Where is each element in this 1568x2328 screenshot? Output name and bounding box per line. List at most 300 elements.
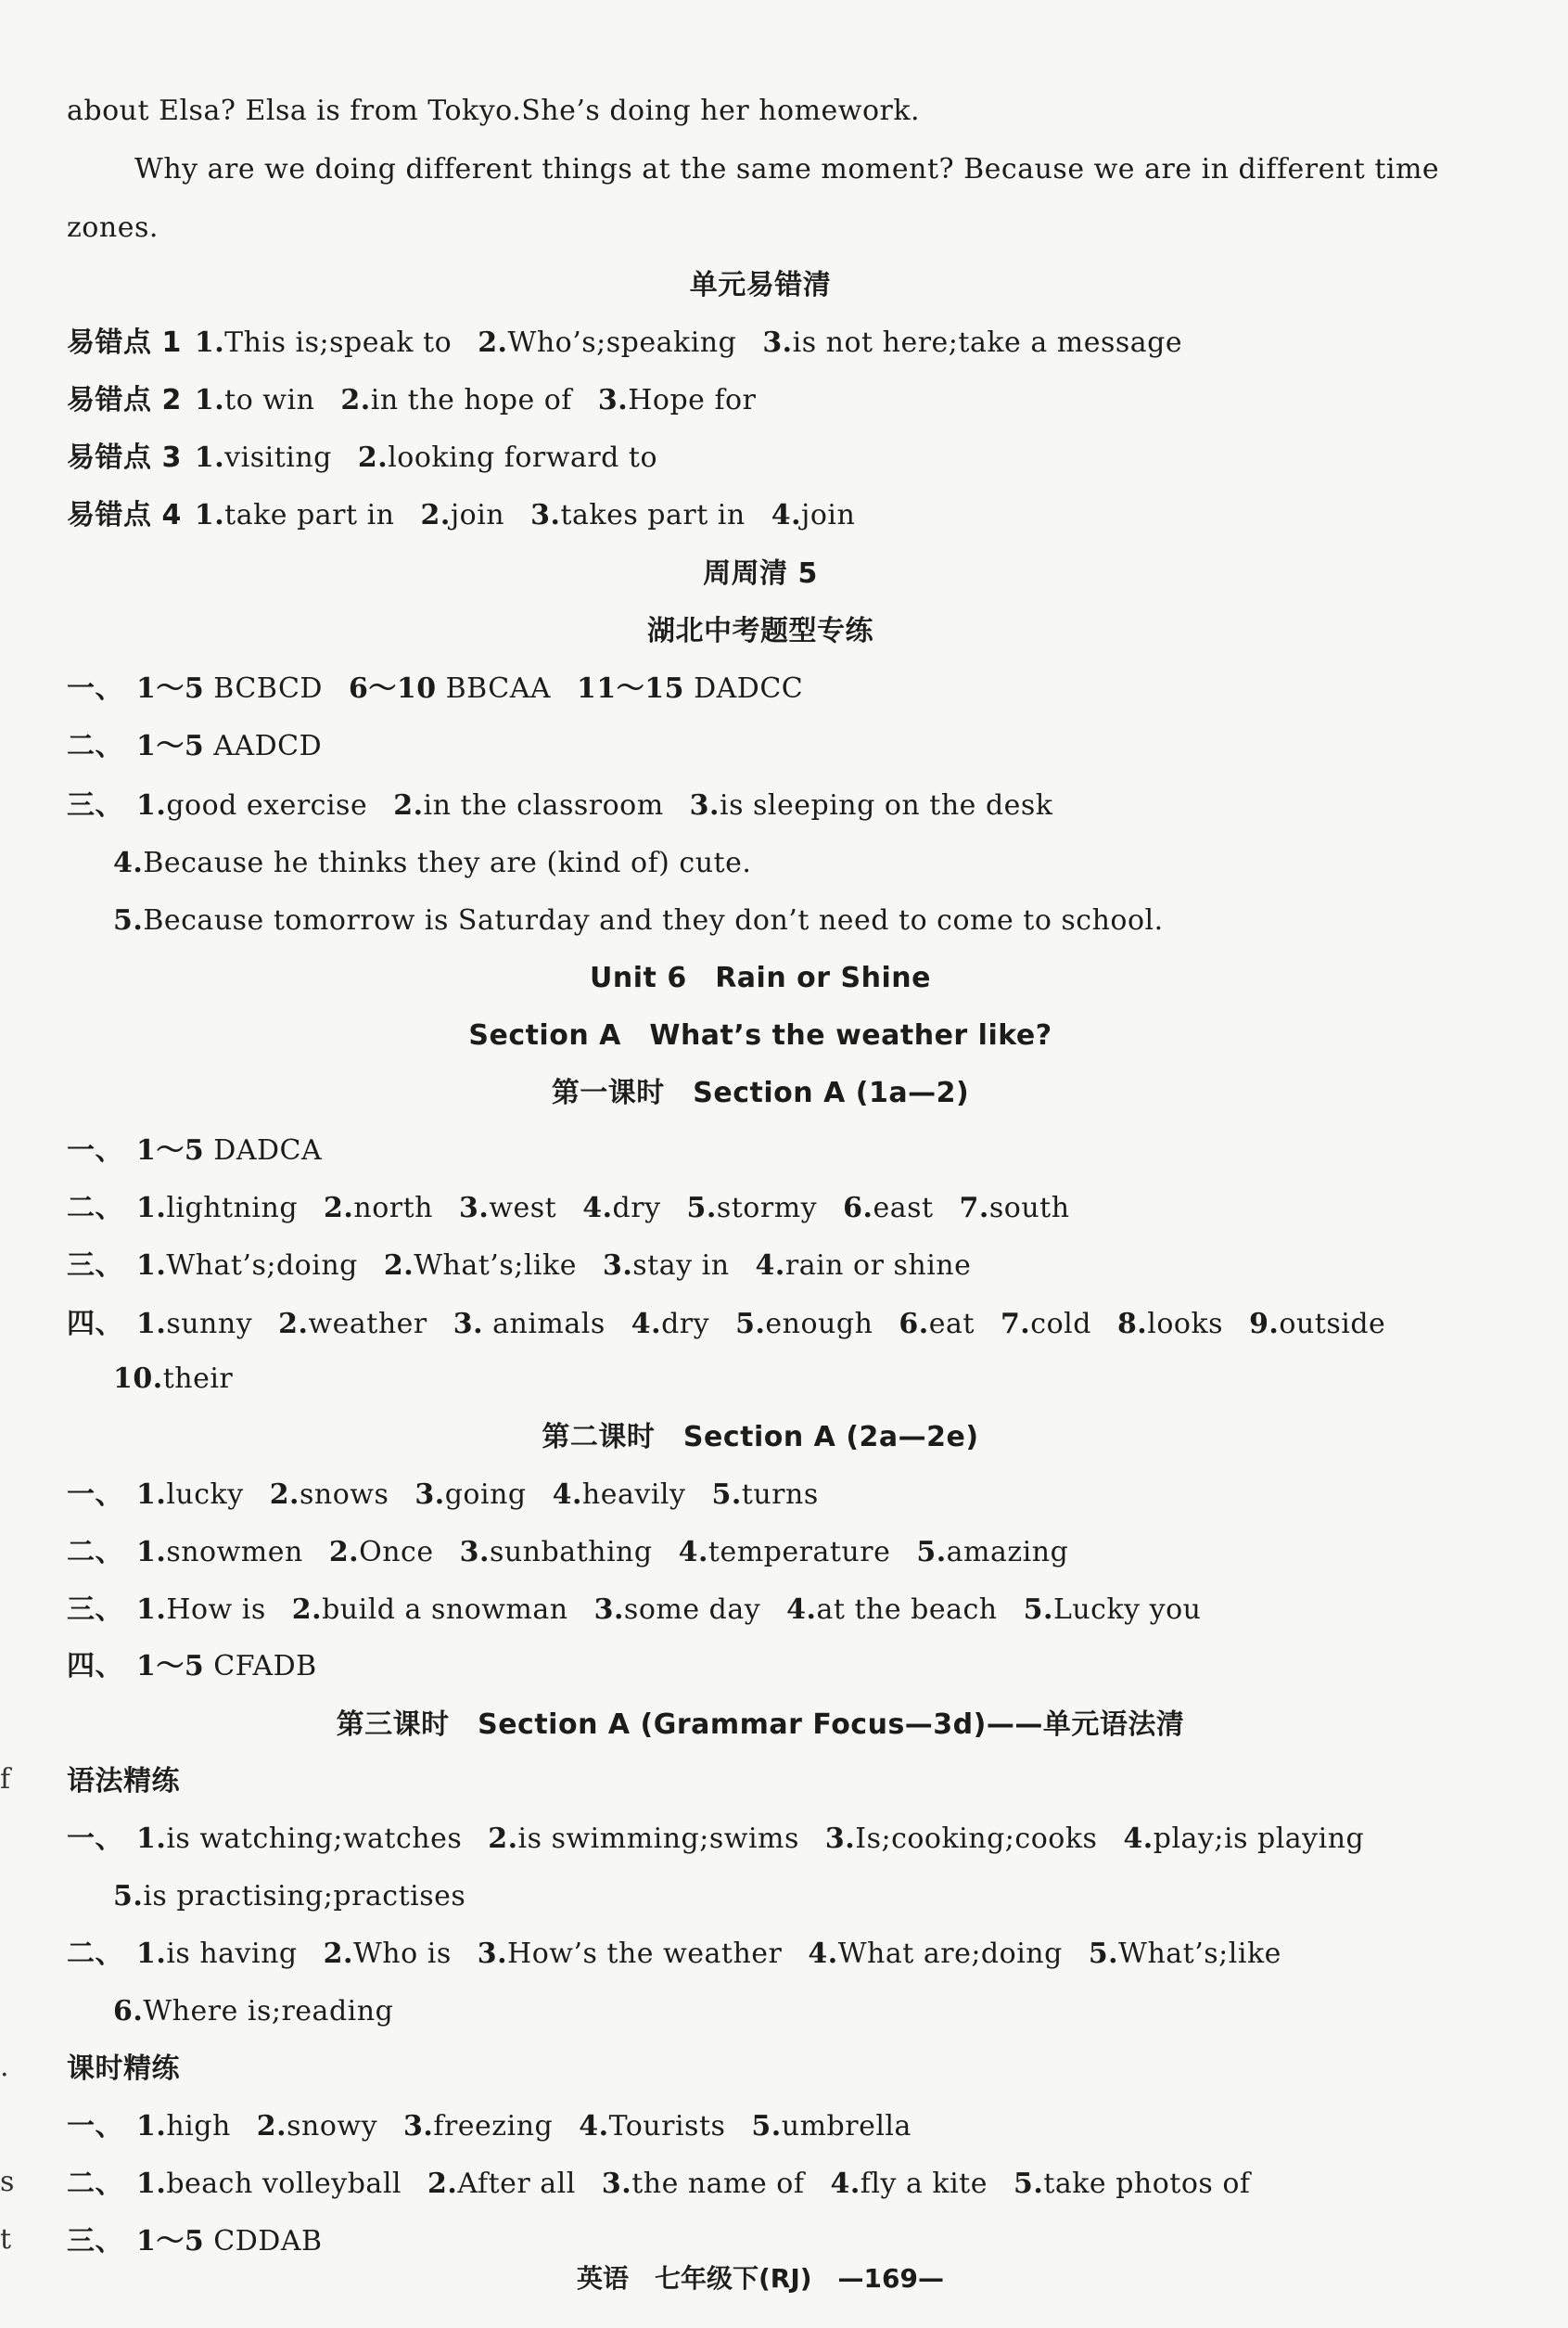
answer-text: cold bbox=[1030, 1308, 1091, 1340]
answer-number: 3. bbox=[689, 789, 720, 822]
answer-text: Is;cooking;cooks bbox=[855, 1823, 1098, 1855]
answer-number: 2. bbox=[269, 1478, 300, 1511]
answer-number: 3. bbox=[458, 1192, 490, 1224]
answer-text: takes part in bbox=[560, 499, 746, 531]
answer-text: take photos of bbox=[1043, 2168, 1251, 2200]
answer-number: 4. bbox=[808, 1938, 838, 1970]
lesson-title-1: 第一课时 Section A (1a—2) bbox=[551, 1077, 970, 1109]
row-label: 易错点 4 bbox=[67, 499, 182, 531]
row-label: 三、 bbox=[67, 1249, 123, 1282]
answer-text: Where is;reading bbox=[143, 1995, 394, 2027]
answer-item bbox=[136, 1478, 244, 1511]
answer-item bbox=[113, 1880, 465, 1912]
answer-number: 2. bbox=[420, 499, 451, 531]
answer-number: 2. bbox=[357, 441, 389, 474]
row-label: 一、 bbox=[67, 672, 123, 705]
answer-text: join bbox=[801, 499, 856, 531]
answer-text: is swimming;swims bbox=[517, 1823, 799, 1855]
answer-number: 5. bbox=[916, 1536, 947, 1568]
answer-item bbox=[598, 384, 757, 416]
answer-item bbox=[113, 904, 1164, 937]
answer-item bbox=[403, 2110, 553, 2143]
answer-number: 3. bbox=[601, 2168, 632, 2200]
answer-item bbox=[751, 2110, 911, 2143]
answer-text: Who’s;speaking bbox=[507, 326, 737, 359]
answer-text: DADCC bbox=[684, 672, 804, 705]
answer-item bbox=[414, 1478, 526, 1511]
answer-row bbox=[67, 2108, 911, 2145]
answer-text: lightning bbox=[166, 1192, 299, 1224]
answer-text: amazing bbox=[946, 1536, 1069, 1568]
answer-line bbox=[113, 1993, 393, 2030]
answer-row bbox=[67, 787, 1053, 825]
answer-number: 11～15 bbox=[577, 672, 685, 705]
answer-item bbox=[136, 1134, 322, 1167]
answer-item bbox=[136, 1192, 298, 1224]
answer-text: turns bbox=[741, 1478, 819, 1511]
answer-item bbox=[136, 672, 323, 705]
answer-number: 4. bbox=[786, 1593, 817, 1626]
row-label: 一、 bbox=[67, 2110, 123, 2143]
answer-number: 3. bbox=[414, 1478, 445, 1511]
answer-number: 4. bbox=[771, 499, 802, 531]
answer-item bbox=[278, 1308, 427, 1340]
page-footer: 英语 七年级下(RJ) —169— bbox=[576, 2263, 945, 2294]
answer-row bbox=[67, 1936, 1281, 1973]
answer-text: Because tomorrow is Saturday and they don’t need to come to school. bbox=[143, 904, 1164, 937]
row-label: 一、 bbox=[67, 1134, 123, 1167]
answer-number: 4. bbox=[1123, 1823, 1154, 1855]
answer-text: BBCAA bbox=[436, 672, 552, 705]
answer-item bbox=[478, 1938, 783, 1970]
row-label: 易错点 2 bbox=[67, 384, 182, 416]
answer-text: south bbox=[988, 1192, 1070, 1224]
answer-number: 4. bbox=[631, 1308, 662, 1340]
row-label: 三、 bbox=[67, 789, 123, 822]
answer-item bbox=[421, 499, 505, 531]
edge-mark: s bbox=[0, 2166, 15, 2198]
unit-section-title: Section A What’s the weather like? bbox=[468, 1019, 1052, 1052]
answer-number: 7. bbox=[1000, 1308, 1031, 1340]
answer-item bbox=[579, 2110, 725, 2143]
answer-text: heavily bbox=[581, 1478, 686, 1511]
answer-number: 5. bbox=[711, 1478, 742, 1511]
answer-number: 5. bbox=[113, 1880, 144, 1912]
answer-text: eat bbox=[928, 1308, 975, 1340]
answer-item bbox=[1117, 1308, 1223, 1340]
lesson-practice-heading: 课时精练 bbox=[67, 2053, 180, 2085]
answer-text: lucky bbox=[166, 1478, 244, 1511]
answer-text: How’s the weather bbox=[507, 1938, 783, 1970]
answer-text: looking forward to bbox=[388, 441, 658, 474]
answer-number: 4. bbox=[582, 1192, 613, 1224]
lesson-title-2: 第二课时 Section A (2a—2e) bbox=[542, 1421, 979, 1453]
answer-number: 1. bbox=[136, 1593, 167, 1626]
answer-number: 1. bbox=[136, 1536, 167, 1568]
answer-item bbox=[113, 1995, 393, 2027]
answer-item bbox=[195, 441, 332, 474]
answer-number: 8. bbox=[1116, 1308, 1148, 1340]
answer-text: visiting bbox=[224, 441, 332, 474]
answer-item bbox=[136, 2168, 402, 2200]
answer-text: is watching;watches bbox=[166, 1823, 463, 1855]
answer-item bbox=[136, 1650, 317, 1682]
answer-number: 3. bbox=[824, 1823, 856, 1855]
answer-item bbox=[771, 499, 856, 531]
answer-item bbox=[711, 1478, 818, 1511]
answer-text: DADCA bbox=[204, 1134, 323, 1167]
edge-mark: f bbox=[0, 1763, 11, 1796]
answer-item bbox=[786, 1593, 997, 1626]
answer-item bbox=[679, 1536, 891, 1568]
answer-text: is not here;take a message bbox=[792, 326, 1183, 359]
answer-text: dry bbox=[612, 1192, 661, 1224]
answer-number: 2. bbox=[291, 1593, 323, 1626]
intro-line-3: zones. bbox=[67, 211, 159, 244]
answer-line bbox=[113, 902, 1164, 940]
answer-item bbox=[916, 1536, 1068, 1568]
answer-number: 2. bbox=[427, 2168, 458, 2200]
answer-item bbox=[478, 326, 736, 359]
answer-item bbox=[594, 1593, 761, 1626]
answer-row bbox=[67, 1477, 819, 1514]
answer-number: 3. bbox=[762, 326, 793, 359]
answer-text: Because he thinks they are (kind of) cute. bbox=[143, 847, 752, 879]
answer-item bbox=[843, 1192, 933, 1224]
answer-number: 2. bbox=[278, 1308, 309, 1340]
answer-item bbox=[603, 1249, 730, 1282]
answer-text: Who is bbox=[352, 1938, 452, 1970]
answer-item bbox=[113, 1362, 233, 1395]
row-label: 二、 bbox=[67, 730, 123, 762]
answer-item bbox=[1013, 2168, 1251, 2200]
answer-number: 6. bbox=[899, 1308, 929, 1340]
answer-item bbox=[136, 730, 322, 762]
answer-number: 1. bbox=[136, 1308, 167, 1340]
answer-number: 1. bbox=[136, 1192, 167, 1224]
answer-number: 10. bbox=[113, 1362, 163, 1395]
answer-number: 3. bbox=[453, 1308, 484, 1340]
edge-mark: t bbox=[0, 2223, 12, 2256]
answer-item bbox=[195, 499, 395, 531]
error-row bbox=[67, 325, 1182, 362]
answer-number: 1. bbox=[194, 384, 225, 416]
answer-text: at the beach bbox=[816, 1593, 998, 1626]
section-title-errors: 单元易错清 bbox=[689, 269, 832, 301]
answer-text: umbrella bbox=[781, 2110, 911, 2143]
answer-text: some day bbox=[623, 1593, 761, 1626]
answer-item bbox=[324, 1938, 452, 1970]
answer-number: 3. bbox=[597, 384, 629, 416]
answer-item bbox=[136, 1536, 303, 1568]
answer-number: 7. bbox=[959, 1192, 989, 1224]
answer-item bbox=[460, 1536, 653, 1568]
answer-number: 6～10 bbox=[348, 672, 437, 705]
answer-number: 1～5 bbox=[136, 2225, 205, 2258]
answer-text: build a snowman bbox=[322, 1593, 568, 1626]
answer-item bbox=[136, 2225, 323, 2258]
answer-number: 1. bbox=[194, 441, 225, 474]
answer-number: 5. bbox=[751, 2110, 782, 2143]
answer-text: animals bbox=[483, 1308, 606, 1340]
answer-number: 1～5 bbox=[136, 1134, 205, 1167]
answer-text: snowy bbox=[287, 2110, 378, 2143]
row-label: 二、 bbox=[67, 1192, 123, 1224]
answer-text: rain or shine bbox=[784, 1249, 972, 1282]
answer-text: east bbox=[873, 1192, 934, 1224]
answer-text: CFADB bbox=[204, 1650, 317, 1682]
lesson-title-3: 第三课时 Section A (Grammar Focus—3d)——单元语法清 bbox=[336, 1708, 1185, 1741]
row-label: 易错点 1 bbox=[67, 326, 182, 359]
answer-number: 5. bbox=[686, 1192, 717, 1224]
answer-item bbox=[960, 1192, 1070, 1224]
edge-mark: . bbox=[0, 2051, 9, 2083]
answer-number: 1. bbox=[194, 326, 225, 359]
answer-item bbox=[427, 2168, 576, 2200]
answer-text: fly a kite bbox=[860, 2168, 988, 2200]
answer-item bbox=[113, 847, 751, 879]
answer-number: 4. bbox=[113, 847, 144, 879]
answer-item bbox=[459, 1192, 556, 1224]
answer-item bbox=[136, 1823, 462, 1855]
answer-number: 3. bbox=[602, 1249, 633, 1282]
answer-row bbox=[67, 1132, 322, 1170]
answer-text: freezing bbox=[433, 2110, 554, 2143]
answer-text: temperature bbox=[708, 1536, 891, 1568]
row-label: 二、 bbox=[67, 1536, 123, 1568]
answer-number: 1. bbox=[136, 1823, 167, 1855]
answer-number: 1. bbox=[136, 789, 167, 822]
answer-item bbox=[488, 1823, 799, 1855]
answer-item bbox=[349, 672, 551, 705]
section-subtitle-weekly: 湖北中考题型专练 bbox=[647, 615, 873, 647]
answer-text: dry bbox=[661, 1308, 710, 1340]
answer-number: 1～5 bbox=[136, 730, 205, 762]
grammar-practice-heading: 语法精练 bbox=[67, 1765, 180, 1797]
answer-row bbox=[67, 1592, 1201, 1629]
answer-text: outside bbox=[1279, 1308, 1386, 1340]
answer-number: 4. bbox=[830, 2168, 860, 2200]
answer-item bbox=[1123, 1823, 1364, 1855]
answer-number: 2. bbox=[478, 326, 508, 359]
answer-item bbox=[136, 1249, 358, 1282]
answer-number: 3. bbox=[403, 2110, 434, 2143]
answer-text: take part in bbox=[224, 499, 395, 531]
answer-item bbox=[195, 384, 315, 416]
intro-line-1: about Elsa? Elsa is from Tokyo.She’s doing her homework. bbox=[67, 95, 921, 127]
answer-number: 1. bbox=[136, 2168, 167, 2200]
answer-text: north bbox=[353, 1192, 433, 1224]
answer-number: 3. bbox=[593, 1593, 624, 1626]
answer-item bbox=[631, 1308, 709, 1340]
answer-item bbox=[899, 1308, 975, 1340]
unit-title: Unit 6 Rain or Shine bbox=[590, 962, 931, 994]
answer-text: in the classroom bbox=[423, 789, 664, 822]
answer-number: 1. bbox=[136, 1478, 167, 1511]
answer-text: What’s;like bbox=[414, 1249, 577, 1282]
row-label: 易错点 3 bbox=[67, 441, 182, 474]
answer-number: 5. bbox=[1088, 1938, 1119, 1970]
answer-text: What are;doing bbox=[837, 1938, 1063, 1970]
answer-number: 2. bbox=[324, 1192, 354, 1224]
answer-number: 2. bbox=[323, 1938, 353, 1970]
answer-number: 9. bbox=[1249, 1308, 1280, 1340]
answer-item bbox=[1089, 1938, 1281, 1970]
answer-text: AADCD bbox=[204, 730, 323, 762]
answer-row bbox=[67, 1821, 1364, 1858]
answer-item bbox=[270, 1478, 389, 1511]
answer-text: is sleeping on the desk bbox=[719, 789, 1053, 822]
answer-number: 5. bbox=[113, 904, 144, 937]
answer-text: looks bbox=[1147, 1308, 1224, 1340]
answer-item bbox=[830, 2168, 988, 2200]
answer-item bbox=[358, 441, 657, 474]
answer-line bbox=[113, 1361, 233, 1398]
answer-item bbox=[762, 326, 1182, 359]
error-row bbox=[67, 497, 855, 534]
answer-text: is having bbox=[166, 1938, 298, 1970]
answer-text: high bbox=[166, 2110, 231, 2143]
answer-text: enough bbox=[765, 1308, 873, 1340]
answer-line bbox=[113, 845, 751, 882]
answer-text: sunbathing bbox=[489, 1536, 653, 1568]
answer-item bbox=[393, 789, 663, 822]
answer-item bbox=[577, 672, 803, 705]
answer-text: After all bbox=[457, 2168, 576, 2200]
answer-number: 3. bbox=[530, 499, 561, 531]
answer-row bbox=[67, 728, 322, 765]
answer-text: snows bbox=[300, 1478, 389, 1511]
answer-item bbox=[735, 1308, 873, 1340]
answer-number: 6. bbox=[843, 1192, 873, 1224]
answer-number: 3. bbox=[459, 1536, 490, 1568]
answer-item bbox=[384, 1249, 577, 1282]
row-label: 一、 bbox=[67, 1478, 123, 1511]
answer-item bbox=[329, 1536, 434, 1568]
answer-number: 4. bbox=[755, 1249, 785, 1282]
answer-number: 4. bbox=[552, 1478, 582, 1511]
answer-item bbox=[324, 1192, 433, 1224]
answer-number: 6. bbox=[113, 1995, 144, 2027]
answer-number: 5. bbox=[1013, 2168, 1044, 2200]
answer-number: 1～5 bbox=[136, 1650, 205, 1682]
answer-text: BCBCD bbox=[204, 672, 323, 705]
answer-row bbox=[67, 1247, 971, 1285]
answer-row bbox=[67, 1190, 1070, 1227]
answer-item bbox=[453, 1308, 606, 1340]
answer-text: What’s;doing bbox=[166, 1249, 358, 1282]
answer-number: 1. bbox=[136, 2110, 167, 2143]
answer-item bbox=[808, 1938, 1062, 1970]
answer-item bbox=[195, 326, 452, 359]
answer-number: 1. bbox=[136, 1249, 167, 1282]
answer-item bbox=[136, 1308, 252, 1340]
answer-item bbox=[687, 1192, 818, 1224]
row-label: 一、 bbox=[67, 1823, 123, 1855]
answer-item bbox=[136, 789, 367, 822]
answer-text: join bbox=[450, 499, 505, 531]
answer-item bbox=[756, 1249, 972, 1282]
answer-text: Hope for bbox=[628, 384, 757, 416]
answer-number: 5. bbox=[735, 1308, 766, 1340]
answer-number: 2. bbox=[328, 1536, 360, 1568]
answer-row bbox=[67, 671, 803, 708]
answer-number: 2. bbox=[340, 384, 371, 416]
answer-line bbox=[113, 1878, 465, 1915]
section-title-weekly: 周周清 5 bbox=[703, 557, 818, 590]
answer-text: Tourists bbox=[608, 2110, 726, 2143]
row-label: 四、 bbox=[67, 1308, 123, 1340]
answer-text: west bbox=[489, 1192, 557, 1224]
row-label: 四、 bbox=[67, 1650, 123, 1682]
answer-text: going bbox=[444, 1478, 527, 1511]
answer-text: What’s;like bbox=[1118, 1938, 1281, 1970]
answer-item bbox=[553, 1478, 686, 1511]
intro-line-2: Why are we doing different things at the same moment? Because we are in different time bbox=[134, 153, 1440, 185]
answer-text: stormy bbox=[716, 1192, 818, 1224]
answer-item bbox=[292, 1593, 568, 1626]
answer-item bbox=[602, 2168, 805, 2200]
row-label: 三、 bbox=[67, 2225, 123, 2258]
answer-number: 1. bbox=[194, 499, 225, 531]
answer-item bbox=[136, 2110, 231, 2143]
answer-number: 2. bbox=[256, 2110, 287, 2143]
answer-text: play;is playing bbox=[1153, 1823, 1365, 1855]
answer-item bbox=[530, 499, 746, 531]
answer-text: CDDAB bbox=[204, 2225, 323, 2258]
answer-item bbox=[340, 384, 572, 416]
answer-item bbox=[1001, 1308, 1091, 1340]
answer-text: in the hope of bbox=[370, 384, 572, 416]
answer-number: 3. bbox=[477, 1938, 508, 1970]
answer-item bbox=[1249, 1308, 1385, 1340]
answer-text: Lucky you bbox=[1052, 1593, 1202, 1626]
answer-item bbox=[690, 789, 1053, 822]
answer-number: 2. bbox=[488, 1823, 518, 1855]
answer-text: the name of bbox=[631, 2168, 805, 2200]
answer-row bbox=[67, 1648, 317, 1685]
answer-text: good exercise bbox=[166, 789, 368, 822]
answer-item bbox=[582, 1192, 660, 1224]
answer-row bbox=[67, 2223, 323, 2260]
answer-text: sunny bbox=[166, 1308, 253, 1340]
answer-row bbox=[67, 1306, 1385, 1343]
answer-text: to win bbox=[224, 384, 315, 416]
answer-item bbox=[1024, 1593, 1202, 1626]
answer-text: their bbox=[162, 1362, 234, 1395]
answer-item bbox=[136, 1593, 266, 1626]
answer-item bbox=[825, 1823, 1098, 1855]
row-label: 三、 bbox=[67, 1593, 123, 1626]
answer-number: 4. bbox=[579, 2110, 609, 2143]
error-row bbox=[67, 440, 657, 477]
answer-text: weather bbox=[308, 1308, 427, 1340]
answer-row bbox=[67, 2166, 1251, 2203]
row-label: 二、 bbox=[67, 2168, 123, 2200]
answer-text: stay in bbox=[632, 1249, 730, 1282]
answer-number: 2. bbox=[393, 789, 424, 822]
error-row bbox=[67, 382, 756, 419]
answer-row bbox=[67, 1534, 1068, 1571]
answer-text: How is bbox=[166, 1593, 266, 1626]
answer-item bbox=[136, 1938, 298, 1970]
answer-text: Once bbox=[359, 1536, 434, 1568]
answer-number: 2. bbox=[383, 1249, 414, 1282]
answer-number: 4. bbox=[678, 1536, 708, 1568]
answer-number: 1. bbox=[136, 1938, 167, 1970]
answer-number: 5. bbox=[1023, 1593, 1053, 1626]
answer-text: This is;speak to bbox=[224, 326, 453, 359]
